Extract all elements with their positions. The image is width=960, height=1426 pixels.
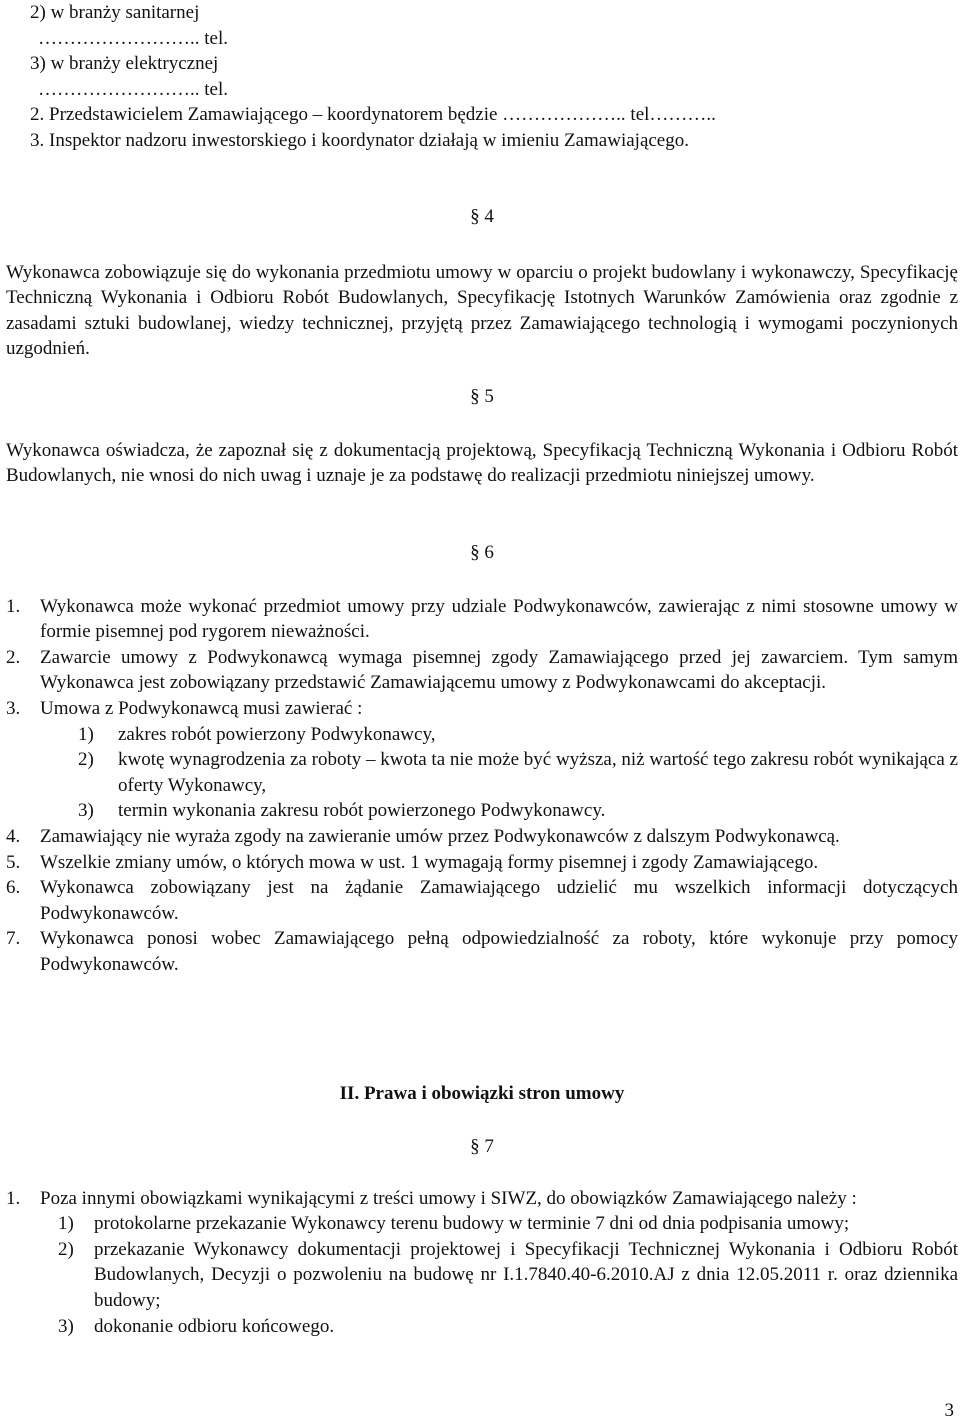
list-item: 3) dokonanie odbioru końcowego. [58, 1315, 335, 1337]
paragraph: Wykonawca zobowiązuje się do wykonania przedmiotu umowy w oparciu o projekt budowlany i wykonawczy, Specyfikację Techniczną Wykonania i Odbioru Robót Budowlanych, Specyfikację Istotnych Warunków Zamówienia oraz zgodnie z zasadami sztuki budowlanej, wiedzy technicznej, przyjętą przez Zamawiającego technologią i wymogami poczynionych uzgodnień. [6, 261, 958, 360]
list-item: 6. Wykonawca zobowiązany jest na żądanie Zamawiającego udzielić mu wszelkich informacji dotyczących Podwykonawców. [6, 877, 958, 924]
list-item: 2. Przedstawicielem Zamawiającego – koordynatorem będzie ……………….. tel……….. [30, 104, 716, 126]
list-item: 3) termin wykonania zakresu robót powierzonego Podwykonawcy. [78, 800, 606, 822]
section-4 [6, 204, 958, 362]
list-item: …………………….. tel. [38, 78, 228, 100]
list-item: 3) w branży elektrycznej [30, 53, 219, 75]
list-item: 3. Inspektor nadzoru inwestorskiego i koordynator działają w imieniu Zamawiającego. [30, 129, 689, 151]
list-item: 1) protokolarne przekazanie Wykonawcy terenu budowy w terminie 7 dni od dnia podpisania umowy; [58, 1213, 850, 1235]
list-item: 7. Wykonawca ponosi wobec Zamawiającego pełną odpowiedzialność za roboty, które wykonuje przy pomocy Podwykonawców. [6, 928, 958, 975]
list-item: …………………….. tel. [38, 27, 228, 49]
list-item: 2) przekazanie Wykonawcy dokumentacji projektowej i Specyfikacji Technicznej Wykonania i Odbioru Robót Budowlanych, Decyzji o pozwoleniu na budowę nr I.1.7840.40-6.2010.AJ z dnia 12.05.2011 r. oraz dziennika budowy; [58, 1238, 958, 1311]
section-heading: § 4 [470, 206, 494, 227]
section-heading: § 6 [470, 542, 494, 563]
list-item: 3. Umowa z Podwykonawcą musi zawierać : [6, 697, 363, 719]
list-item: 2) kwotę wynagrodzenia za roboty – kwota ta nie może być wyższa, niż wartość tego zakresu robót wynikająca z oferty Wykonawcy, [78, 749, 958, 796]
list-item: 1. Poza innymi obowiązkami wynikającymi z treści umowy i SIWZ, do obowiązków Zamawiającego należy : [6, 1187, 857, 1209]
list-item: 1) zakres robót powierzony Podwykonawcy, [78, 723, 436, 745]
section-heading: § 5 [470, 386, 494, 407]
page-number: 3 [944, 1400, 954, 1422]
list-item: 2) w branży sanitarnej [30, 2, 200, 23]
paragraph: Wykonawca oświadcza, że zapoznał się z dokumentacją projektową, Specyfikacją Techniczną Wykonania i Odbioru Robót Budowlanych, nie wnosi do nich uwag i uznaje je za podstawę do realizacji przedmiotu niniejszej umowy. [6, 439, 958, 487]
section-5 [6, 384, 958, 489]
part-heading: II. Prawa i obowiązki stron umowy [339, 1083, 625, 1104]
section-heading: § 7 [470, 1136, 494, 1157]
list-item: 5. Wszelkie zmiany umów, o których mowa w ust. 1 wymagają formy pisemnej i zgody Zamawiającego. [6, 851, 819, 873]
list-item: 1. Wykonawca może wykonać przedmiot umowy przy udziale Podwykonawców, zawierając z nimi stosowne umowy w formie pisemnej pod rygorem nieważności. [6, 595, 958, 643]
list-item: 4. Zamawiający nie wyraża zgody na zawieranie umów przez Podwykonawców z dalszym Podwykonawcą. [6, 825, 840, 847]
contacts-block [6, 0, 716, 154]
section-6 [6, 540, 958, 978]
list-item: 2. Zawarcie umowy z Podwykonawcą wymaga pisemnej zgody Zamawiającego przed jej zawarciem. Tym samym Wykonawca jest zobowiązany przedstawić Zamawiającemu umowy z Podwykonawcami do akceptacji. [6, 646, 958, 694]
section-7 [6, 1134, 958, 1339]
